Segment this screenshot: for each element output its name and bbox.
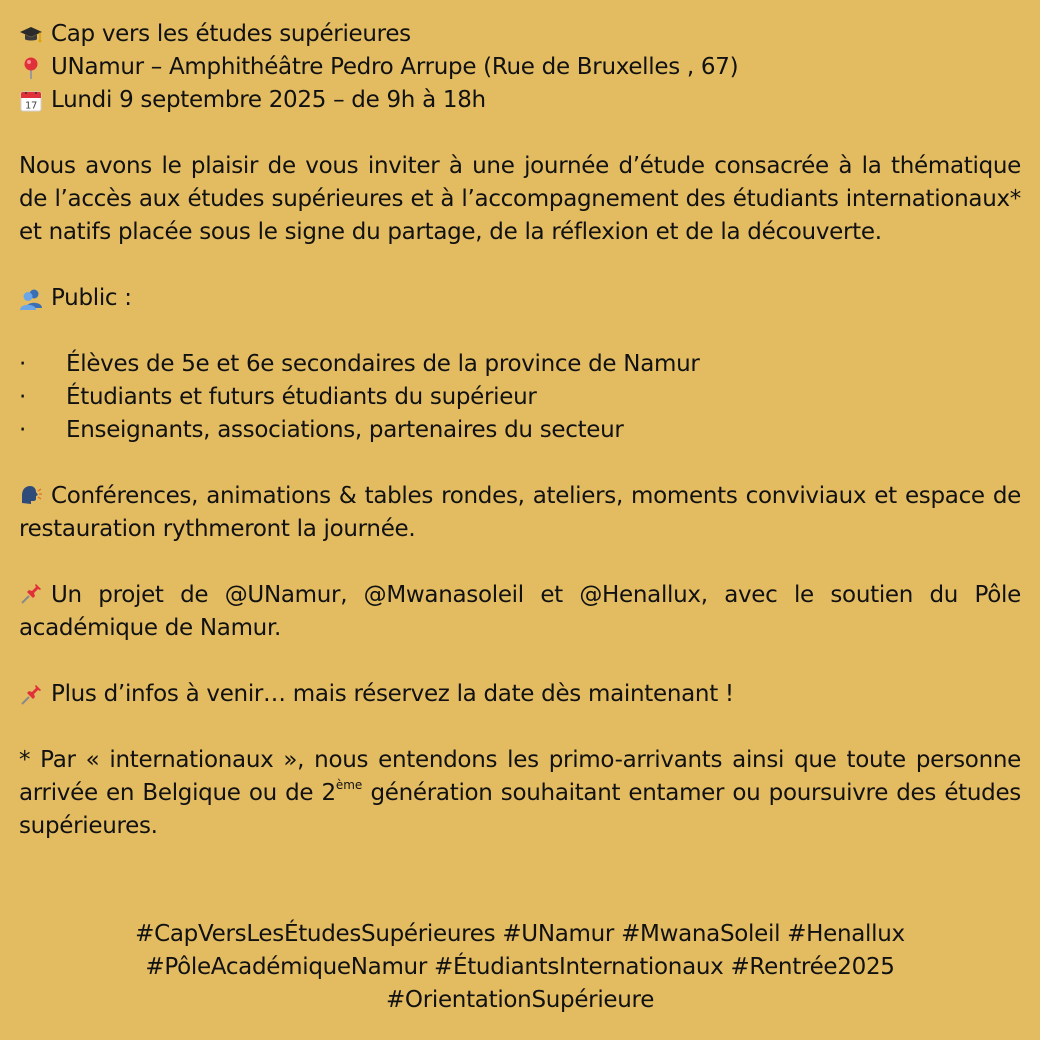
hashtags-line: #CapVersLesÉtudesSupérieures #UNamur #MwanaSoleil #Henallux [135,921,905,947]
footnote-superscript: ème [335,778,363,792]
calendar-number: 17 [24,100,38,111]
list-item [19,381,1021,414]
project-text: Un projet de @UNamur, @Mwanasoleil et @Henallux, avec le soutien du Pôle académique de Namur. [19,582,1021,641]
event-date: Lundi 9 septembre 2025 – de 9h à 18h [51,87,486,113]
calendar-icon [19,89,43,113]
activities-text: Conférences, animations & tables rondes, ateliers, moments conviviaux et espace de restauration rythmeront la journée. [19,483,1021,542]
list-item [19,414,1021,447]
event-title: Cap vers les études supérieures [51,21,411,47]
public-heading: Public : [51,285,132,311]
activities-paragraph [19,480,1021,546]
event-title-line [19,18,1021,51]
footnote-text-before: * Par « internationaux », nous entendons les primo-arrivants ainsi que toute personne arrivée en Belgique ou de 2 [19,747,1021,806]
list-item-text: Élèves de 5e et 6e secondaires de la province de Namur [66,351,700,377]
pushpin-icon [19,582,43,606]
graduation-cap-icon [19,23,43,47]
round-pushpin-icon [19,56,43,80]
speaking-head-icon [19,483,43,507]
project-paragraph [19,579,1021,645]
bullet: · [19,417,27,443]
footnote-text-after: génération souhaitant entamer ou poursuivre des études supérieures. [19,780,1021,839]
event-location: UNamur – Amphithéâtre Pedro Arrupe (Rue de Bruxelles , 67) [51,54,739,80]
hashtags-block [0,918,1040,1017]
footnote-paragraph [19,744,1021,843]
hashtags-line: #OrientationSupérieure [385,987,655,1013]
list-item [19,348,1021,381]
public-list [19,348,1021,447]
intro-paragraph: Nous avons le plaisir de vous inviter à une journée d’étude consacrée à la thématique de l’accès aux études supérieures et à l’accompagnement des étudiants internationaux* et natifs placée sous le signe du partage, de la réflexion et de la découverte. [19,153,1021,245]
more-info-text: Plus d’infos à venir… mais réservez la date dès maintenant ! [51,681,734,707]
bullet: · [19,351,27,377]
pushpin-icon [19,683,43,707]
list-item-text: Étudiants et futurs étudiants du supérieur [66,384,537,410]
more-info-line [19,678,1021,711]
list-item-text: Enseignants, associations, partenaires du secteur [66,417,624,443]
event-date-line [19,84,1021,117]
event-location-line [19,51,1021,84]
people-icon [19,287,43,311]
public-heading-line [19,282,1021,315]
hashtags-line: #PôleAcadémiqueNamur #ÉtudiantsInternationaux #Rentrée2025 [145,954,895,980]
bullet: · [19,384,27,410]
